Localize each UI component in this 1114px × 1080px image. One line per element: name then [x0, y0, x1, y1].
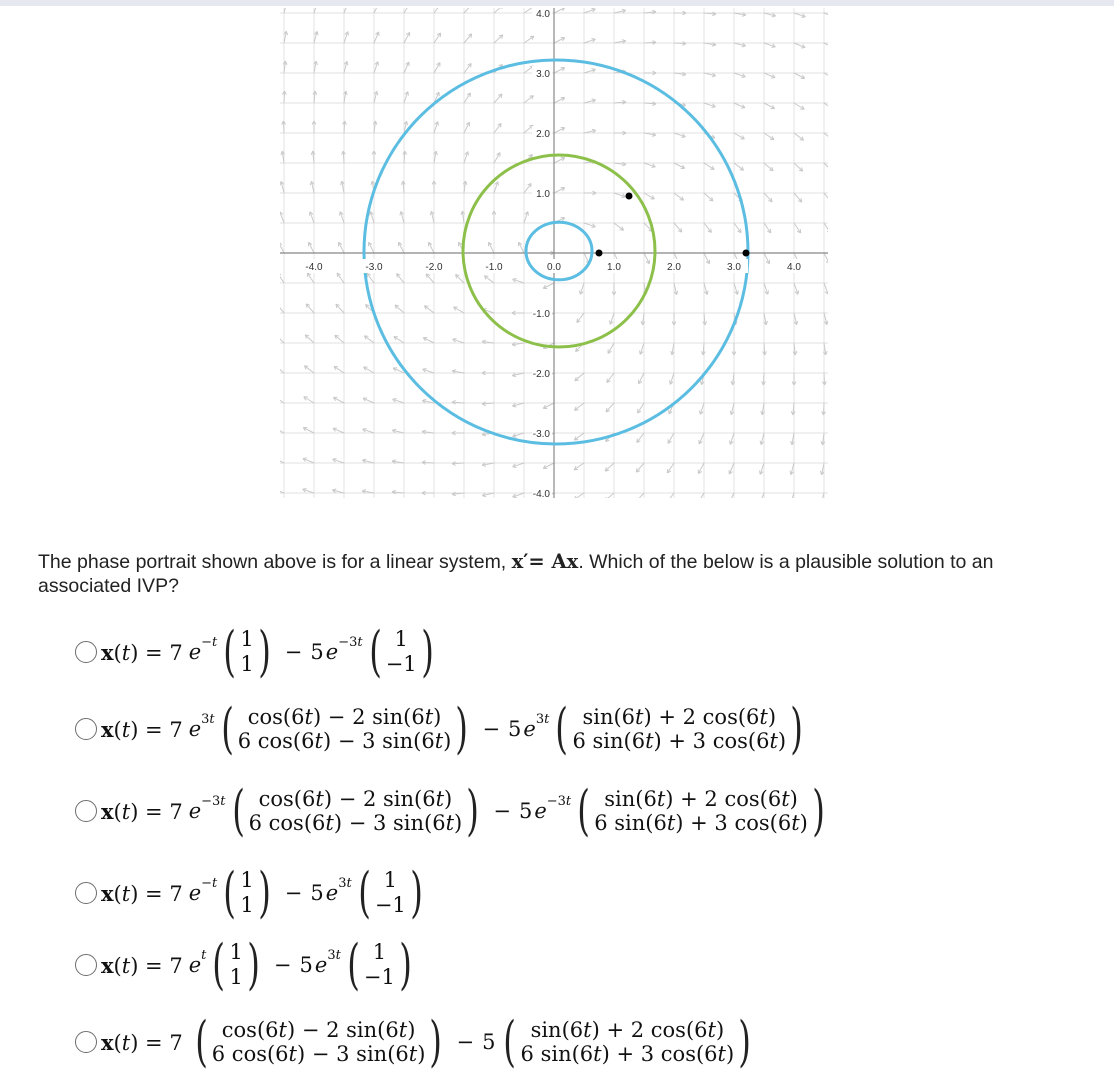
vector-entry: 1 — [229, 965, 243, 989]
exponent: −t — [201, 875, 218, 891]
field-arrow — [729, 493, 734, 498]
y-tick-label: -3.0 — [532, 429, 550, 440]
vector-entry: 1 — [372, 940, 387, 964]
option-formula — [101, 697, 809, 760]
vector-entry: 1 — [383, 868, 397, 892]
initial-point — [743, 250, 750, 257]
vector-entry: cos(6t) − 2 sin(6t) — [221, 1018, 416, 1042]
field-arrow — [284, 91, 285, 103]
vector-entry: sin(6t) + 2 cos(6t) — [582, 705, 777, 729]
vector-1: ( cos(6t) − 2 sin(6t) 6 cos(6t) − 3 sin(6t) ) — [194, 1010, 443, 1073]
vector-entry: 6 sin(6t) + 3 cos(6t) — [572, 729, 787, 753]
vector-2: ( sin(6t) + 2 cos(6t) 6 sin(6t) + 3 cos(6t) ) — [555, 697, 803, 760]
vector-entry: cos(6t) − 2 sin(6t) — [247, 705, 442, 729]
field-arrow — [824, 73, 828, 79]
coefficient: 5 — [310, 881, 324, 905]
vector-entry: 1 — [240, 893, 254, 917]
vector-1: ( 1 1 ) — [223, 861, 271, 924]
field-arrow — [824, 43, 828, 48]
outer-trajectory — [364, 60, 748, 444]
field-arrow — [404, 8, 410, 13]
field-arrow — [280, 304, 284, 313]
vector-2: ( sin(6t) + 2 cos(6t) 6 sin(6t) + 3 cos(6t) ) — [577, 779, 825, 842]
field-arrow — [344, 8, 349, 13]
field-arrow — [575, 373, 584, 381]
exp-base: e — [188, 799, 202, 823]
phase-portrait — [280, 8, 828, 498]
field-arrow — [456, 275, 464, 283]
x-vector: x — [101, 880, 114, 906]
field-arrow — [494, 94, 502, 103]
y-tick-label: 3.0 — [536, 69, 550, 80]
middle-trajectory — [463, 155, 655, 347]
exponent: 3t — [338, 875, 352, 891]
exponent: t — [201, 947, 207, 963]
field-arrow — [636, 493, 644, 498]
field-arrow — [698, 493, 704, 498]
radio-button[interactable] — [75, 1031, 97, 1053]
field-arrow — [674, 223, 682, 232]
field-arrow — [824, 373, 825, 385]
field-arrow — [280, 365, 284, 373]
exp-base: e — [534, 799, 547, 823]
vector-entry: 1 — [229, 940, 243, 964]
exp-base: e — [325, 881, 339, 905]
option-5[interactable] — [75, 933, 418, 996]
field-arrow — [794, 163, 803, 171]
exp-base: e — [188, 953, 202, 977]
field-arrow — [395, 305, 404, 313]
formula-lhs: x(t) = 7 — [101, 639, 183, 665]
vector-2: ( sin(6t) + 2 cos(6t) 6 sin(6t) + 3 cos(6t) ) — [503, 1010, 752, 1073]
question-text: The phase portrait shown above is for a linear system, x′= Ax. Which of the below is a plausible solution to an associated IVP? — [38, 550, 994, 597]
field-arrow — [790, 493, 794, 498]
field-arrow — [280, 335, 284, 343]
x-tick-label: 3.0 — [727, 262, 741, 273]
field-arrow — [824, 163, 828, 171]
y-tick-label: 1.0 — [536, 189, 550, 200]
formula-lhs: x(t) = 7 — [101, 798, 183, 824]
vector-entry: 1 — [394, 627, 408, 651]
operator: − — [284, 881, 303, 905]
exp-base: e — [188, 640, 202, 664]
initial-point — [626, 193, 633, 200]
option-formula — [101, 779, 831, 842]
field-arrow — [759, 493, 764, 498]
coefficient: 5 — [508, 717, 522, 741]
field-arrow — [821, 493, 824, 498]
field-arrow — [824, 133, 828, 141]
x-tick-label: 2.0 — [667, 262, 681, 273]
operator: − — [273, 953, 292, 977]
initial-point — [596, 250, 603, 257]
vector-entry: cos(6t) − 2 sin(6t) — [258, 787, 453, 811]
trajectories — [364, 60, 750, 444]
x-vector: x — [101, 798, 114, 824]
vector-entry: sin(6t) + 2 cos(6t) — [604, 787, 798, 811]
exp-base: e — [314, 953, 328, 977]
vector-2: ( 1 −1 ) — [347, 933, 412, 996]
vector-1: ( 1 1 ) — [223, 620, 271, 683]
y-tick-label: -1.0 — [532, 309, 550, 320]
operator: − — [284, 640, 303, 664]
coefficient: 5 — [310, 640, 324, 664]
field-arrow — [636, 463, 644, 472]
formula-lhs: x(t) = 7 — [101, 880, 183, 906]
vector-1: ( cos(6t) − 2 sin(6t) 6 cos(6t) − 3 sin(6t) ) — [220, 697, 469, 760]
option-6[interactable] — [75, 1010, 757, 1073]
x-tick-label: -4.0 — [305, 262, 323, 273]
field-arrow — [606, 403, 614, 412]
x-tick-label: -1.0 — [485, 262, 503, 273]
field-arrow — [280, 489, 284, 493]
exponent: −3t — [546, 793, 572, 809]
top-bar — [0, 0, 1114, 6]
x-vector: x — [101, 716, 114, 742]
field-arrow — [823, 403, 824, 415]
field-arrow — [434, 8, 441, 13]
field-arrow — [306, 304, 314, 313]
x-tick-label: 1.0 — [607, 262, 621, 273]
y-tick-label: 2.0 — [536, 129, 550, 140]
x-vector: x — [101, 952, 114, 978]
field-arrow — [280, 458, 284, 463]
field-arrow — [464, 8, 472, 13]
field-arrow — [336, 304, 344, 313]
vector-entry: −1 — [385, 652, 417, 676]
x-tick-label: 0.0 — [547, 262, 561, 273]
option-4[interactable] — [75, 861, 429, 924]
field-arrow — [335, 335, 344, 343]
radio-button[interactable] — [75, 641, 97, 663]
vector-1: ( 1 1 ) — [212, 933, 260, 996]
vector-entry: 6 cos(6t) − 3 sin(6t) — [237, 729, 452, 753]
field-arrow — [524, 125, 533, 133]
x-tick-label: 4.0 — [787, 262, 801, 273]
coefficient: 5 — [482, 1030, 496, 1054]
vector-entry: 6 sin(6t) + 3 cos(6t) — [520, 1042, 735, 1066]
vector-entry: −1 — [374, 893, 406, 917]
field-arrow — [824, 103, 828, 110]
y-tick-label: 4.0 — [536, 9, 550, 20]
radio-button[interactable] — [75, 718, 97, 740]
option-3[interactable] — [75, 779, 831, 842]
exp-base: e — [325, 640, 339, 664]
field-arrow — [764, 163, 773, 171]
radio-button[interactable] — [75, 882, 97, 904]
option-formula — [101, 933, 418, 996]
coefficient: 5 — [299, 953, 313, 977]
x-tick-label: -2.0 — [425, 262, 443, 273]
field-arrow — [280, 396, 284, 403]
vector-entry: 6 sin(6t) + 3 cos(6t) — [594, 811, 808, 835]
exp-base: e — [188, 881, 202, 905]
vector-1: ( cos(6t) − 2 sin(6t) 6 cos(6t) − 3 sin(6t) ) — [231, 779, 480, 842]
field-arrow — [824, 193, 828, 202]
y-tick-label: -2.0 — [532, 369, 550, 380]
formula-lhs: x(t) = 7 — [101, 952, 183, 978]
option-formula — [101, 861, 429, 924]
system-equation: x′= Ax — [511, 550, 579, 573]
option-1[interactable] — [75, 620, 440, 683]
exponent: 3t — [535, 711, 550, 727]
y-tick-label: -4.0 — [532, 489, 550, 498]
vector-2: ( 1 −1 ) — [368, 620, 434, 683]
operator: − — [456, 1030, 475, 1054]
field-arrow — [824, 13, 828, 17]
option-formula — [101, 1010, 757, 1073]
exponent: 3t — [201, 711, 215, 727]
field-arrow — [374, 8, 379, 13]
vector-entry: 1 — [240, 627, 254, 651]
exp-base: e — [523, 717, 536, 741]
field-arrow — [764, 193, 772, 202]
vector-entry: sin(6t) + 2 cos(6t) — [530, 1018, 725, 1042]
field-arrow — [605, 463, 614, 471]
vector-entry: 6 cos(6t) − 3 sin(6t) — [211, 1042, 426, 1066]
operator: − — [493, 799, 511, 823]
x-tick-label: -3.0 — [365, 262, 383, 273]
option-formula — [101, 620, 440, 683]
exponent: −3t — [201, 793, 226, 809]
exponent: −t — [201, 634, 218, 650]
radio-button[interactable] — [75, 800, 97, 822]
vector-entry: 1 — [240, 652, 254, 676]
exponent: −3t — [338, 634, 363, 650]
x-vector: x — [101, 1029, 114, 1055]
vector-entry: −1 — [363, 965, 395, 989]
radio-button[interactable] — [75, 954, 97, 976]
coefficient: 5 — [518, 799, 533, 823]
field-arrow — [305, 335, 314, 343]
exponent: 3t — [327, 947, 341, 963]
formula-lhs: x(t) = 7 — [101, 716, 183, 742]
field-arrow — [314, 8, 318, 13]
field-arrow — [284, 8, 287, 13]
vector-2: ( 1 −1 ) — [357, 861, 423, 924]
field-arrow — [280, 427, 284, 433]
vector-entry: 6 cos(6t) − 3 sin(6t) — [248, 811, 463, 835]
field-arrow — [494, 35, 503, 43]
field-arrow — [667, 493, 674, 498]
field-arrow — [426, 274, 434, 283]
field-arrow — [283, 121, 284, 133]
exp-base: e — [188, 717, 202, 741]
vector-entry: 1 — [240, 868, 254, 892]
option-2[interactable] — [75, 697, 809, 760]
field-arrow — [704, 193, 713, 201]
field-arrow — [794, 193, 802, 202]
formula-lhs: x(t) = 7 — [101, 1029, 183, 1055]
x-vector: x — [101, 639, 114, 665]
field-arrow — [464, 34, 472, 43]
operator: − — [482, 717, 501, 741]
